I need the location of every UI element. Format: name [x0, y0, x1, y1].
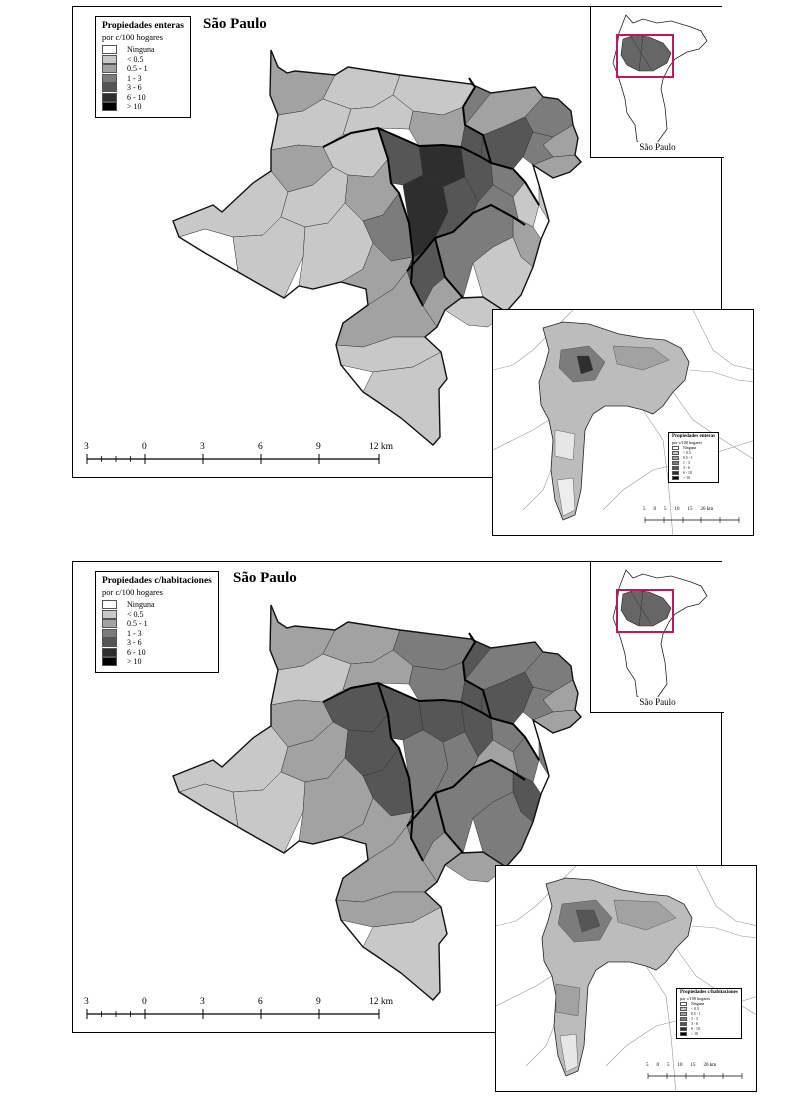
legend-label: 6 - 10 — [127, 647, 146, 657]
inset-legend-label: 0.5 - 1 — [691, 1011, 701, 1016]
legend-item — [102, 45, 184, 55]
locator-label: São Paulo — [639, 142, 676, 152]
inset-district — [556, 984, 580, 1016]
legend-label: 0.5 - 1 — [127, 64, 148, 74]
legend-item — [102, 83, 184, 93]
inset-scale-label: 15 — [687, 507, 693, 512]
scale-label: 6 — [258, 997, 263, 1007]
legend-swatch — [102, 74, 117, 83]
inset-svg — [493, 310, 753, 535]
inset-legend-label: 6 - 10 — [691, 1026, 700, 1031]
inset-svg — [496, 866, 756, 1091]
legend-label: 1 - 3 — [127, 628, 142, 638]
inset-scale-label: 0 — [653, 507, 656, 512]
legend-item — [102, 629, 212, 639]
legend-swatch — [102, 55, 117, 64]
legend-label: 3 - 6 — [127, 83, 142, 93]
inset-legend-swatch — [680, 1027, 687, 1031]
legend-title: Propiedades c/habitaciones — [102, 576, 212, 586]
legend-label: < 0.5 — [127, 54, 144, 64]
inset-legend-label: 3 - 6 — [691, 1021, 698, 1026]
inset-legend-swatch — [672, 446, 679, 450]
inset-legend-item — [680, 1031, 738, 1036]
map-title: São Paulo — [203, 16, 267, 32]
legend-item — [102, 600, 212, 610]
legend-swatch — [102, 610, 117, 619]
inset-scale-label: 10 — [674, 507, 680, 512]
legend-item — [102, 74, 184, 84]
inset-district — [555, 430, 575, 460]
legend-item — [102, 93, 184, 103]
inset-scale-label: 5 — [664, 507, 667, 512]
legend-swatch — [102, 600, 117, 609]
inset-scale-label: 15 — [690, 1063, 696, 1068]
inset-scale-label: 0 — [656, 1063, 659, 1068]
legend-item — [102, 55, 184, 65]
legend-item — [102, 638, 212, 648]
inset-scale-bar — [643, 507, 721, 512]
inset-legend-swatch — [680, 1002, 687, 1006]
scale-bar — [73, 992, 413, 1022]
inset-legend-label: 0.5 - 1 — [683, 455, 693, 460]
inset-road — [689, 370, 753, 382]
inset-legend-swatch — [672, 471, 679, 475]
legend-item — [102, 610, 212, 620]
legend-label: 0.5 - 1 — [127, 619, 148, 629]
legend-item — [102, 657, 212, 667]
locator-map — [590, 562, 724, 713]
inset-scale-label: 5 — [667, 1063, 670, 1068]
inset-legend-title: Propiedades enteras — [672, 434, 716, 439]
scale-label: 9 — [316, 442, 321, 452]
inset-legend-label: > 10 — [683, 475, 690, 480]
scale-bar — [73, 437, 413, 467]
inset-scale-label: 10 — [677, 1063, 683, 1068]
inset-legend-swatch — [680, 1022, 687, 1026]
scale-label: 0 — [142, 442, 147, 452]
legend-swatch — [102, 64, 117, 73]
inset-legend-swatch — [680, 1012, 687, 1016]
inset-legend-swatch — [680, 1007, 687, 1011]
inset-road — [493, 420, 549, 450]
inset-legend-swatch — [672, 461, 679, 465]
legend-label: > 10 — [127, 657, 142, 667]
inset-scale-bar — [646, 1063, 724, 1068]
legend-subtitle: por c/100 hogares — [102, 587, 163, 597]
locator-svg — [591, 7, 724, 142]
scale-label: 3 — [200, 442, 205, 452]
legend-swatch — [102, 638, 117, 647]
inset-legend-swatch — [672, 476, 679, 480]
locator-map — [590, 7, 724, 158]
legend-swatch — [102, 657, 117, 666]
inset-map-city-habitaciones — [495, 865, 757, 1092]
locator-svg — [591, 562, 724, 697]
legend-label: Ninguna — [127, 45, 155, 55]
legend-label: 1 - 3 — [127, 73, 142, 83]
inset-scale-label: 20 km — [700, 507, 714, 512]
locator-label: São Paulo — [639, 697, 676, 707]
legend-swatch — [102, 619, 117, 628]
scale-label: 12 km — [369, 997, 394, 1007]
inset-legend-label: 1 - 3 — [691, 1016, 698, 1021]
inset-legend-swatch — [672, 451, 679, 455]
inset-legend-item — [672, 475, 715, 480]
scale-label: 3 — [84, 442, 89, 452]
map-legend — [95, 16, 191, 118]
scale-label: 9 — [316, 997, 321, 1007]
legend-swatch — [102, 45, 117, 54]
legend-swatch — [102, 629, 117, 638]
legend-label: > 10 — [127, 102, 142, 112]
legend-item — [102, 619, 212, 629]
legend-subtitle: por c/100 hogares — [102, 32, 163, 42]
legend-item — [102, 64, 184, 74]
map-title: São Paulo — [233, 570, 297, 586]
legend-item — [102, 648, 212, 658]
inset-road — [496, 976, 552, 1006]
legend-label: < 0.5 — [127, 609, 144, 619]
inset-road — [526, 1026, 554, 1066]
legend-label: 6 - 10 — [127, 92, 146, 102]
inset-legend-label: < 0.5 — [683, 450, 691, 455]
scale-label: 0 — [142, 997, 147, 1007]
inset-legend-label: > 10 — [691, 1031, 698, 1036]
legend-label: Ninguna — [127, 600, 155, 610]
inset-legend-subtitle: por c/100 hogares — [680, 996, 711, 1001]
inset-legend-swatch — [680, 1017, 687, 1021]
inset-legend-label: Ninguna — [683, 445, 697, 450]
inset-legend-label: Ninguna — [691, 1001, 705, 1006]
scale-label: 3 — [84, 997, 89, 1007]
inset-legend-swatch — [680, 1032, 687, 1036]
inset-map-city-enteras — [492, 309, 754, 536]
legend-swatch — [102, 93, 117, 102]
inset-scale-label: 5 — [643, 507, 646, 512]
inset-legend — [676, 988, 742, 1039]
inset-legend-subtitle: por c/100 hogares — [672, 440, 703, 445]
inset-legend-label: < 0.5 — [691, 1006, 699, 1011]
legend-label: 3 - 6 — [127, 638, 142, 648]
legend-swatch — [102, 648, 117, 657]
legend-swatch — [102, 83, 117, 92]
inset-scale-line — [646, 1072, 746, 1080]
scale-label: 6 — [258, 442, 263, 452]
inset-road — [523, 470, 551, 510]
inset-legend-label: 1 - 3 — [683, 460, 690, 465]
scale-label: 12 km — [369, 442, 394, 452]
inset-scale-line — [643, 516, 743, 524]
map-legend — [95, 571, 219, 673]
inset-legend-label: 3 - 6 — [683, 465, 690, 470]
legend-title: Propiedades enteras — [102, 21, 184, 31]
scale-label: 3 — [200, 997, 205, 1007]
inset-road — [696, 866, 756, 926]
legend-swatch — [102, 102, 117, 111]
inset-legend-swatch — [672, 466, 679, 470]
inset-road — [692, 926, 756, 938]
inset-legend-swatch — [672, 456, 679, 460]
inset-legend-label: 6 - 10 — [683, 470, 692, 475]
inset-legend — [668, 432, 719, 483]
inset-scale-label: 20 km — [703, 1063, 717, 1068]
legend-item — [102, 102, 184, 112]
inset-road — [693, 310, 753, 370]
inset-legend-title: Propiedades c/habitaciones — [680, 990, 738, 995]
inset-scale-label: 5 — [646, 1063, 649, 1068]
